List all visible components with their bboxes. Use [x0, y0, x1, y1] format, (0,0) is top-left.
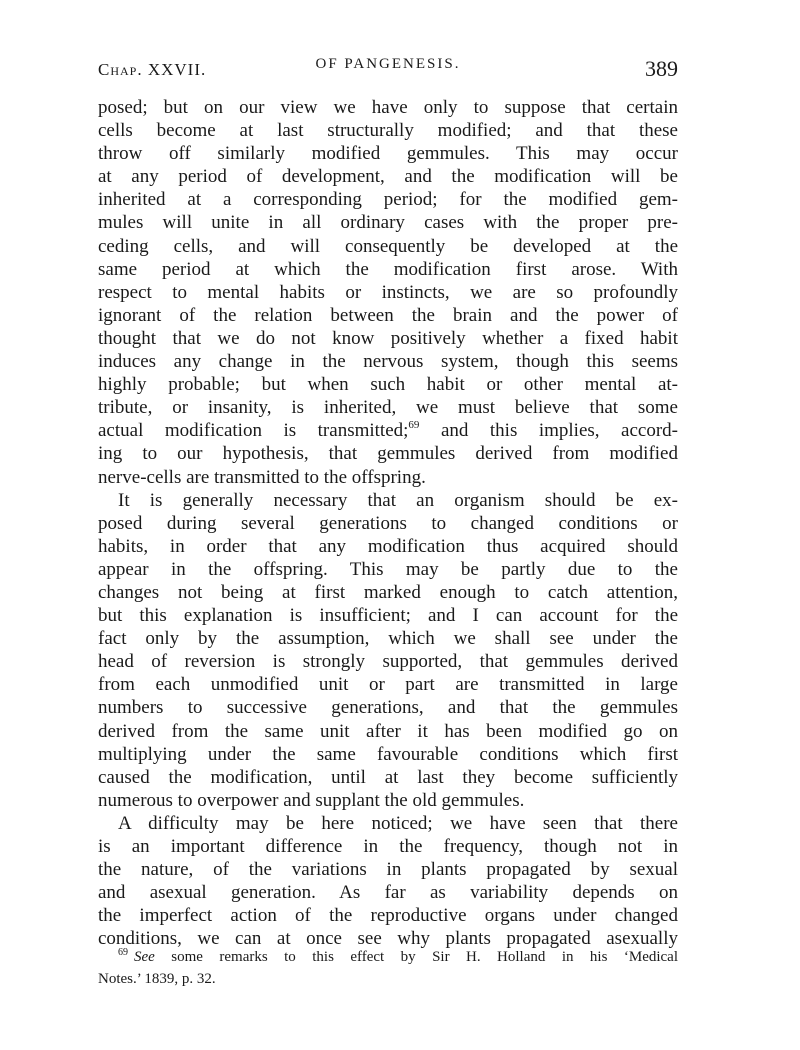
footnote-line — [98, 946, 678, 968]
paragraph-end-line: nerve-cells are transmitted to the offspring. — [98, 466, 426, 488]
text-line-with-footnote — [98, 419, 678, 442]
text-fragment: and this implies, accord- — [440, 420, 679, 442]
text-line: at any period of development, and the modification will be — [98, 166, 678, 188]
paragraph-end-line: numerous to overpower and supplant the old gemmules. — [98, 789, 525, 811]
running-title: OF PANGENESIS. — [315, 56, 461, 72]
text-line: caused the modification, until at last they become sufficiently — [98, 766, 678, 788]
footnote-marker: 69 — [118, 947, 128, 958]
text-line: the nature, of the variations in plants propagated by sexual — [98, 859, 678, 881]
text-line: ceding cells, and will consequently be developed at the — [98, 235, 678, 257]
text-line: but this explanation is insufficient; and I can account for the — [98, 605, 678, 627]
body-text — [98, 96, 678, 950]
text-line: throw off similarly modified gemmules. This may occur — [98, 143, 678, 165]
text-line: induces any change in the nervous system, though this seems — [98, 351, 678, 373]
text-line: posed; but on our view we have only to suppose that certain — [98, 97, 678, 118]
footnote — [98, 946, 678, 990]
text-line: thought that we do not know positively whether a fixed habit — [98, 327, 678, 349]
text-line: ing to our hypothesis, that gemmules derived from modified — [98, 443, 678, 465]
text-line: is an important difference in the frequency, though not in — [98, 836, 678, 857]
footnote-text: some remarks to this effect by Sir H. Holland in his ‘Medical — [171, 949, 679, 965]
page-number: 389 — [645, 56, 678, 81]
text-fragment: actual modification is transmitted; — [98, 420, 409, 442]
text-line: mules will unite in all ordinary cases with the proper pre- — [98, 212, 678, 234]
text-line: and asexual generation. As far as variability depends on — [98, 882, 678, 904]
text-line: inherited at a corresponding period; for the modified gem- — [98, 189, 678, 211]
text-line: cells become at last structurally modified; and that these — [98, 120, 678, 142]
running-head — [98, 56, 678, 86]
text-line: posed during several generations to changed conditions or — [98, 512, 678, 534]
paragraph-start-line: It is generally necessary that an organism should be ex- — [118, 489, 678, 511]
text-line: tribute, or insanity, is inherited, we must believe that some — [98, 397, 678, 419]
chapter-label: Chap. XXVII. — [98, 60, 207, 79]
text-line: the imperfect action of the reproductive organs under changed — [98, 905, 678, 927]
text-line: multiplying under the same favourable conditions which first — [98, 743, 678, 765]
text-line: fact only by the assumption, which we shall see under the — [98, 628, 678, 650]
paragraph-start-line: A difficulty may be here noticed; we have seen that there — [118, 812, 678, 834]
text-line: from each unmodified unit or part are transmitted in large — [98, 674, 678, 696]
footnote-see: See — [134, 949, 155, 965]
text-line: conditions, we can at once see why plants propagated asexually — [98, 928, 678, 950]
text-line: habits, in order that any modification thus acquired should — [98, 535, 678, 557]
text-line: derived from the same unit after it has been modified go on — [98, 720, 678, 742]
text-line: respect to mental habits or instincts, we are so profoundly — [98, 281, 678, 303]
footnote-reference: 69 — [408, 419, 420, 432]
text-line: changes not being at first marked enough to catch attention, — [98, 581, 678, 603]
text-line: ignorant of the relation between the brain and the power of — [98, 304, 678, 326]
text-line: appear in the offspring. This may be partly due to the — [98, 558, 678, 580]
text-line: head of reversion is strongly supported, that gemmules derived — [98, 651, 678, 673]
text-line: numbers to successive generations, and that the gemmules — [98, 697, 678, 719]
text-line: highly probable; but when such habit or other mental at- — [98, 374, 678, 396]
footnote-line: Notes.’ 1839, p. 32. — [98, 971, 216, 987]
text-line: same period at which the modification first arose. With — [98, 258, 678, 280]
